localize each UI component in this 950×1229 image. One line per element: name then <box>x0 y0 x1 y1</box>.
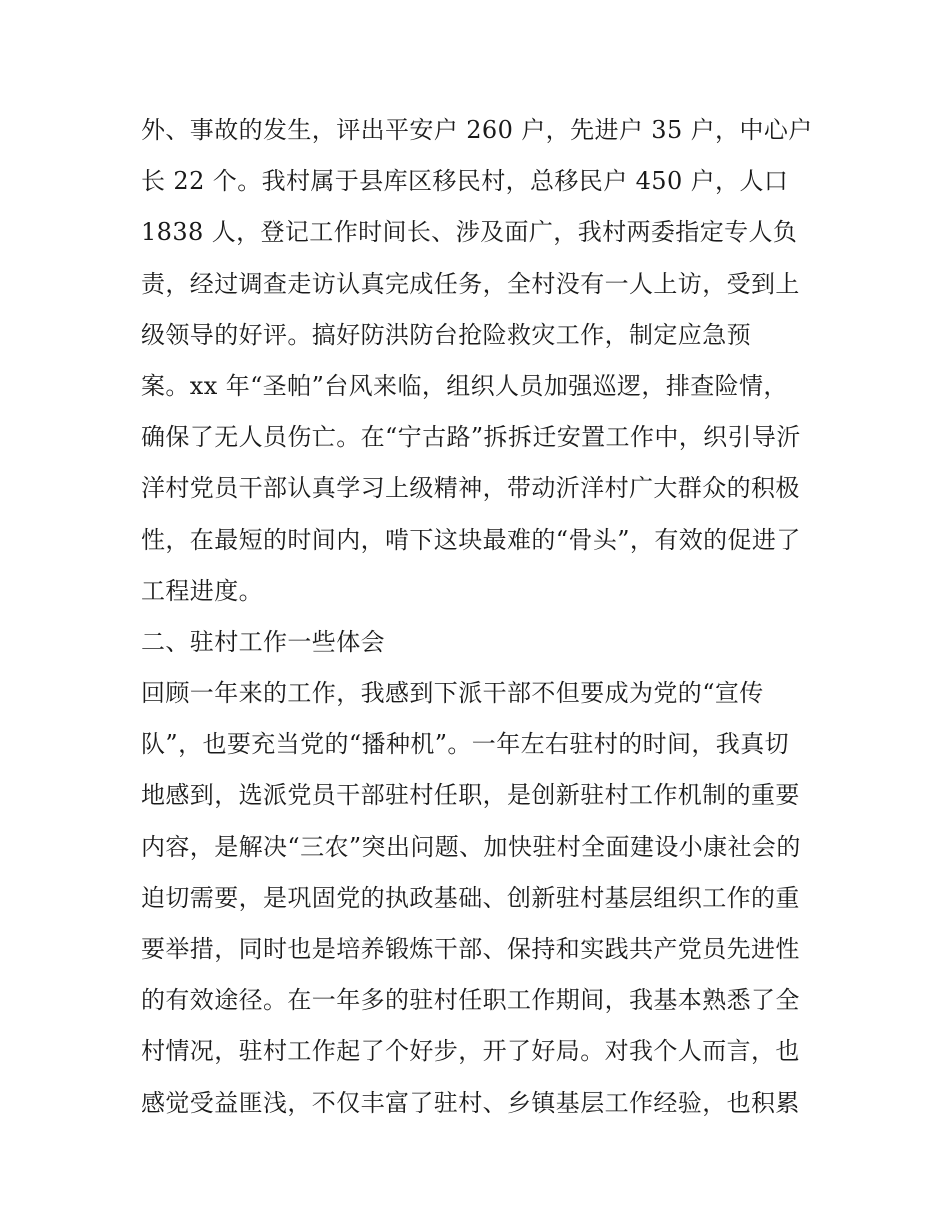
body-text <box>141 105 821 1129</box>
text-line: 要举措，同时也是培养锻炼干部、保持和实践共产党员先进性 <box>141 935 800 963</box>
text-line: 的有效途径。在一年多的驻村任职工作期间，我基本熟悉了全 <box>141 986 800 1015</box>
text-line: 确保了无人员伤亡。在“宁古路”拆拆迁安置工作中，织引导沂 <box>141 423 801 452</box>
text-line: 迫切需要，是巩固党的执政基础、创新驻村基层组织工作的重 <box>141 883 800 912</box>
text-line: 外、事故的发生，评出平安户 260 户，先进户 35 户，中心户 <box>141 116 813 144</box>
text-line: 长 22 个。我村属于县库区移民村，总移民户 450 户，人口 <box>141 167 789 196</box>
text-line: 地感到，选派党员干部驻村任职，是创新驻村工作机制的重要 <box>141 781 800 810</box>
text-line: 性，在最短的时间内，啃下这块最难的“骨头”，有效的促进了 <box>141 525 801 554</box>
text-line: 责，经过调查走访认真完成任务，全村没有一人上访，受到上 <box>141 269 800 298</box>
text-line: 队”，也要充当党的“播种机”。一年左右驻村的时间，我真切 <box>141 730 790 759</box>
text-line: 级领导的好评。搞好防洪防台抢险救灾工作，制定应急预 <box>141 320 751 349</box>
text-line: 工程进度。 <box>141 576 263 605</box>
text-line: 洋村党员干部认真学习上级精神，带动沂洋村广大群众的积极 <box>141 474 800 503</box>
text-line: 回顾一年来的工作，我感到下派干部不但要成为党的“宣传 <box>141 679 764 708</box>
section-heading: 二、驻村工作一些体会 <box>141 627 385 656</box>
text-line: 村情况，驻村工作起了个好步，开了好局。对我个人而言，也 <box>141 1037 800 1066</box>
text-line: 内容，是解决“三农”突出问题、加快驻村全面建设小康社会的 <box>141 832 801 861</box>
text-line: 1838 人，登记工作时间长、涉及面广，我村两委指定专人负 <box>141 218 798 247</box>
text-line: 案。xx 年“圣帕”台风来临，组织人员加强巡逻，排查险情， <box>141 371 788 400</box>
text-line: 感觉受益匪浅，不仅丰富了驻村、乡镇基层工作经验，也积累 <box>141 1088 800 1117</box>
